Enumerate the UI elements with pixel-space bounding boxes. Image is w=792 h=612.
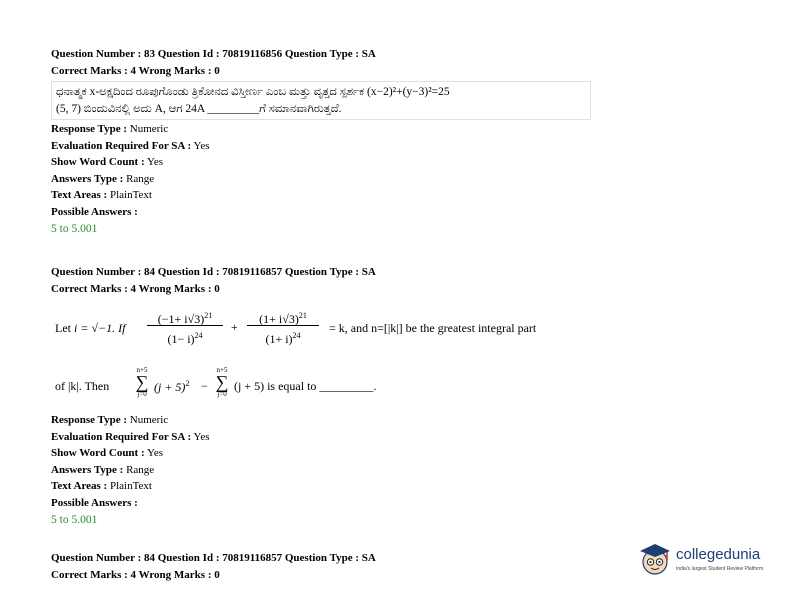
- of-k-text: of |k|. Then: [55, 379, 110, 393]
- question-text-line1: ಧನಾತ್ಮಕ x-ಅಕ್ಷದಿಂದ ರೂಪುಗೊಂಡು ತ್ರಿಕೋನದ ವಿಸ್ತೀರ್ಣ ಎಂಬ ಮತ್ತು ವೃತ್ತದ ಸ್ಪರ್ಶಕ (x−2)²+(y−3)²=25: [56, 86, 450, 98]
- question-83: [51, 46, 751, 235]
- sum-1-lower: j=0: [137, 390, 147, 398]
- sum-1-upper: n+5: [136, 366, 148, 374]
- question-84-details: [51, 412, 751, 526]
- equation-tail: = k, and n=[|k|] be the greatest integral part: [329, 321, 537, 335]
- graduate-mascot-icon: [636, 540, 674, 578]
- response-type: Response Type : Numeric: [51, 414, 169, 426]
- denominator-2-exponent: 24: [292, 331, 301, 340]
- marks-line: Correct Marks : 4 Wrong Marks : 0: [51, 282, 220, 295]
- fraction-2: [247, 303, 319, 346]
- marks-line: Correct Marks : 4 Wrong Marks : 0: [51, 568, 220, 581]
- sum-2-upper: n+5: [216, 366, 228, 374]
- show-word-count: Show Word Count : Yes: [51, 447, 163, 459]
- denominator-2: (1+ i): [265, 332, 293, 346]
- summation-1: [131, 366, 153, 398]
- question-header: Question Number : 83 Question Id : 70819116856 Question Type : SA: [51, 48, 376, 60]
- logo-brand-text: collegedunia: [676, 546, 761, 563]
- denominator-1-exponent: 24: [194, 331, 203, 340]
- possible-answer-value: 5 to 5.001: [51, 514, 98, 526]
- equation-line-2: [51, 366, 471, 408]
- sum-2-term: (j + 5) is equal to _________.: [234, 379, 377, 393]
- response-type: Response Type : Numeric: [51, 123, 169, 135]
- show-word-count: Show Word Count : Yes: [51, 156, 163, 168]
- question-header: Question Number : 84 Question Id : 70819116857 Question Type : SA: [51, 266, 376, 278]
- possible-answers-label: Possible Answers :: [51, 205, 138, 218]
- answers-type: Answers Type : Range: [51, 463, 155, 476]
- text-areas: Text Areas : PlainText: [51, 189, 152, 201]
- numerator-1-exponent: 21: [204, 311, 213, 320]
- minus-sign: −: [201, 379, 208, 393]
- text-areas: Text Areas : PlainText: [51, 480, 152, 492]
- marks-line: Correct Marks : 4 Wrong Marks : 0: [51, 64, 220, 77]
- summation-2: [211, 366, 233, 398]
- sigma-2-icon: ∑: [215, 372, 229, 392]
- logo-tagline: India's largest Student Review Platform: [676, 566, 764, 572]
- numerator-2-exponent: 21: [298, 311, 307, 320]
- plus-sign: +: [231, 320, 238, 334]
- sum-1-term-exponent: 2: [185, 379, 190, 388]
- answers-type: Answers Type : Range: [51, 172, 155, 185]
- evaluation-required: Evaluation Required For SA : Yes: [51, 430, 210, 443]
- denominator-1: (1− i): [167, 332, 195, 346]
- fraction-1: [147, 303, 223, 346]
- sum-1-term: (j + 5): [154, 380, 186, 394]
- i-definition: i = √−1. If: [74, 321, 126, 335]
- let-text: Let: [55, 321, 71, 335]
- question-84: [51, 264, 751, 297]
- evaluation-required: Evaluation Required For SA : Yes: [51, 139, 210, 152]
- question-header: Question Number : 84 Question Id : 70819116857 Question Type : SA: [51, 552, 376, 564]
- sum-2-lower: j=0: [217, 390, 227, 398]
- sigma-1-icon: ∑: [135, 372, 149, 392]
- possible-answer-value: 5 to 5.001: [51, 223, 98, 235]
- question-text-box: [51, 81, 591, 120]
- equation-line-1: [51, 303, 611, 359]
- possible-answers-label: Possible Answers :: [51, 496, 138, 509]
- numerator-2: (1+ i√3): [259, 312, 299, 326]
- collegedunia-logo: [636, 540, 776, 580]
- question-text-line2: (5, 7) ಬಿಂದುವಿನಲ್ಲಿ ಅದು A, ಆಗ 24A _________ಗೆ ಸಮಾನವಾಗಿರುತ್ತದೆ.: [56, 102, 342, 115]
- numerator-1: (−1+ i√3): [157, 312, 205, 326]
